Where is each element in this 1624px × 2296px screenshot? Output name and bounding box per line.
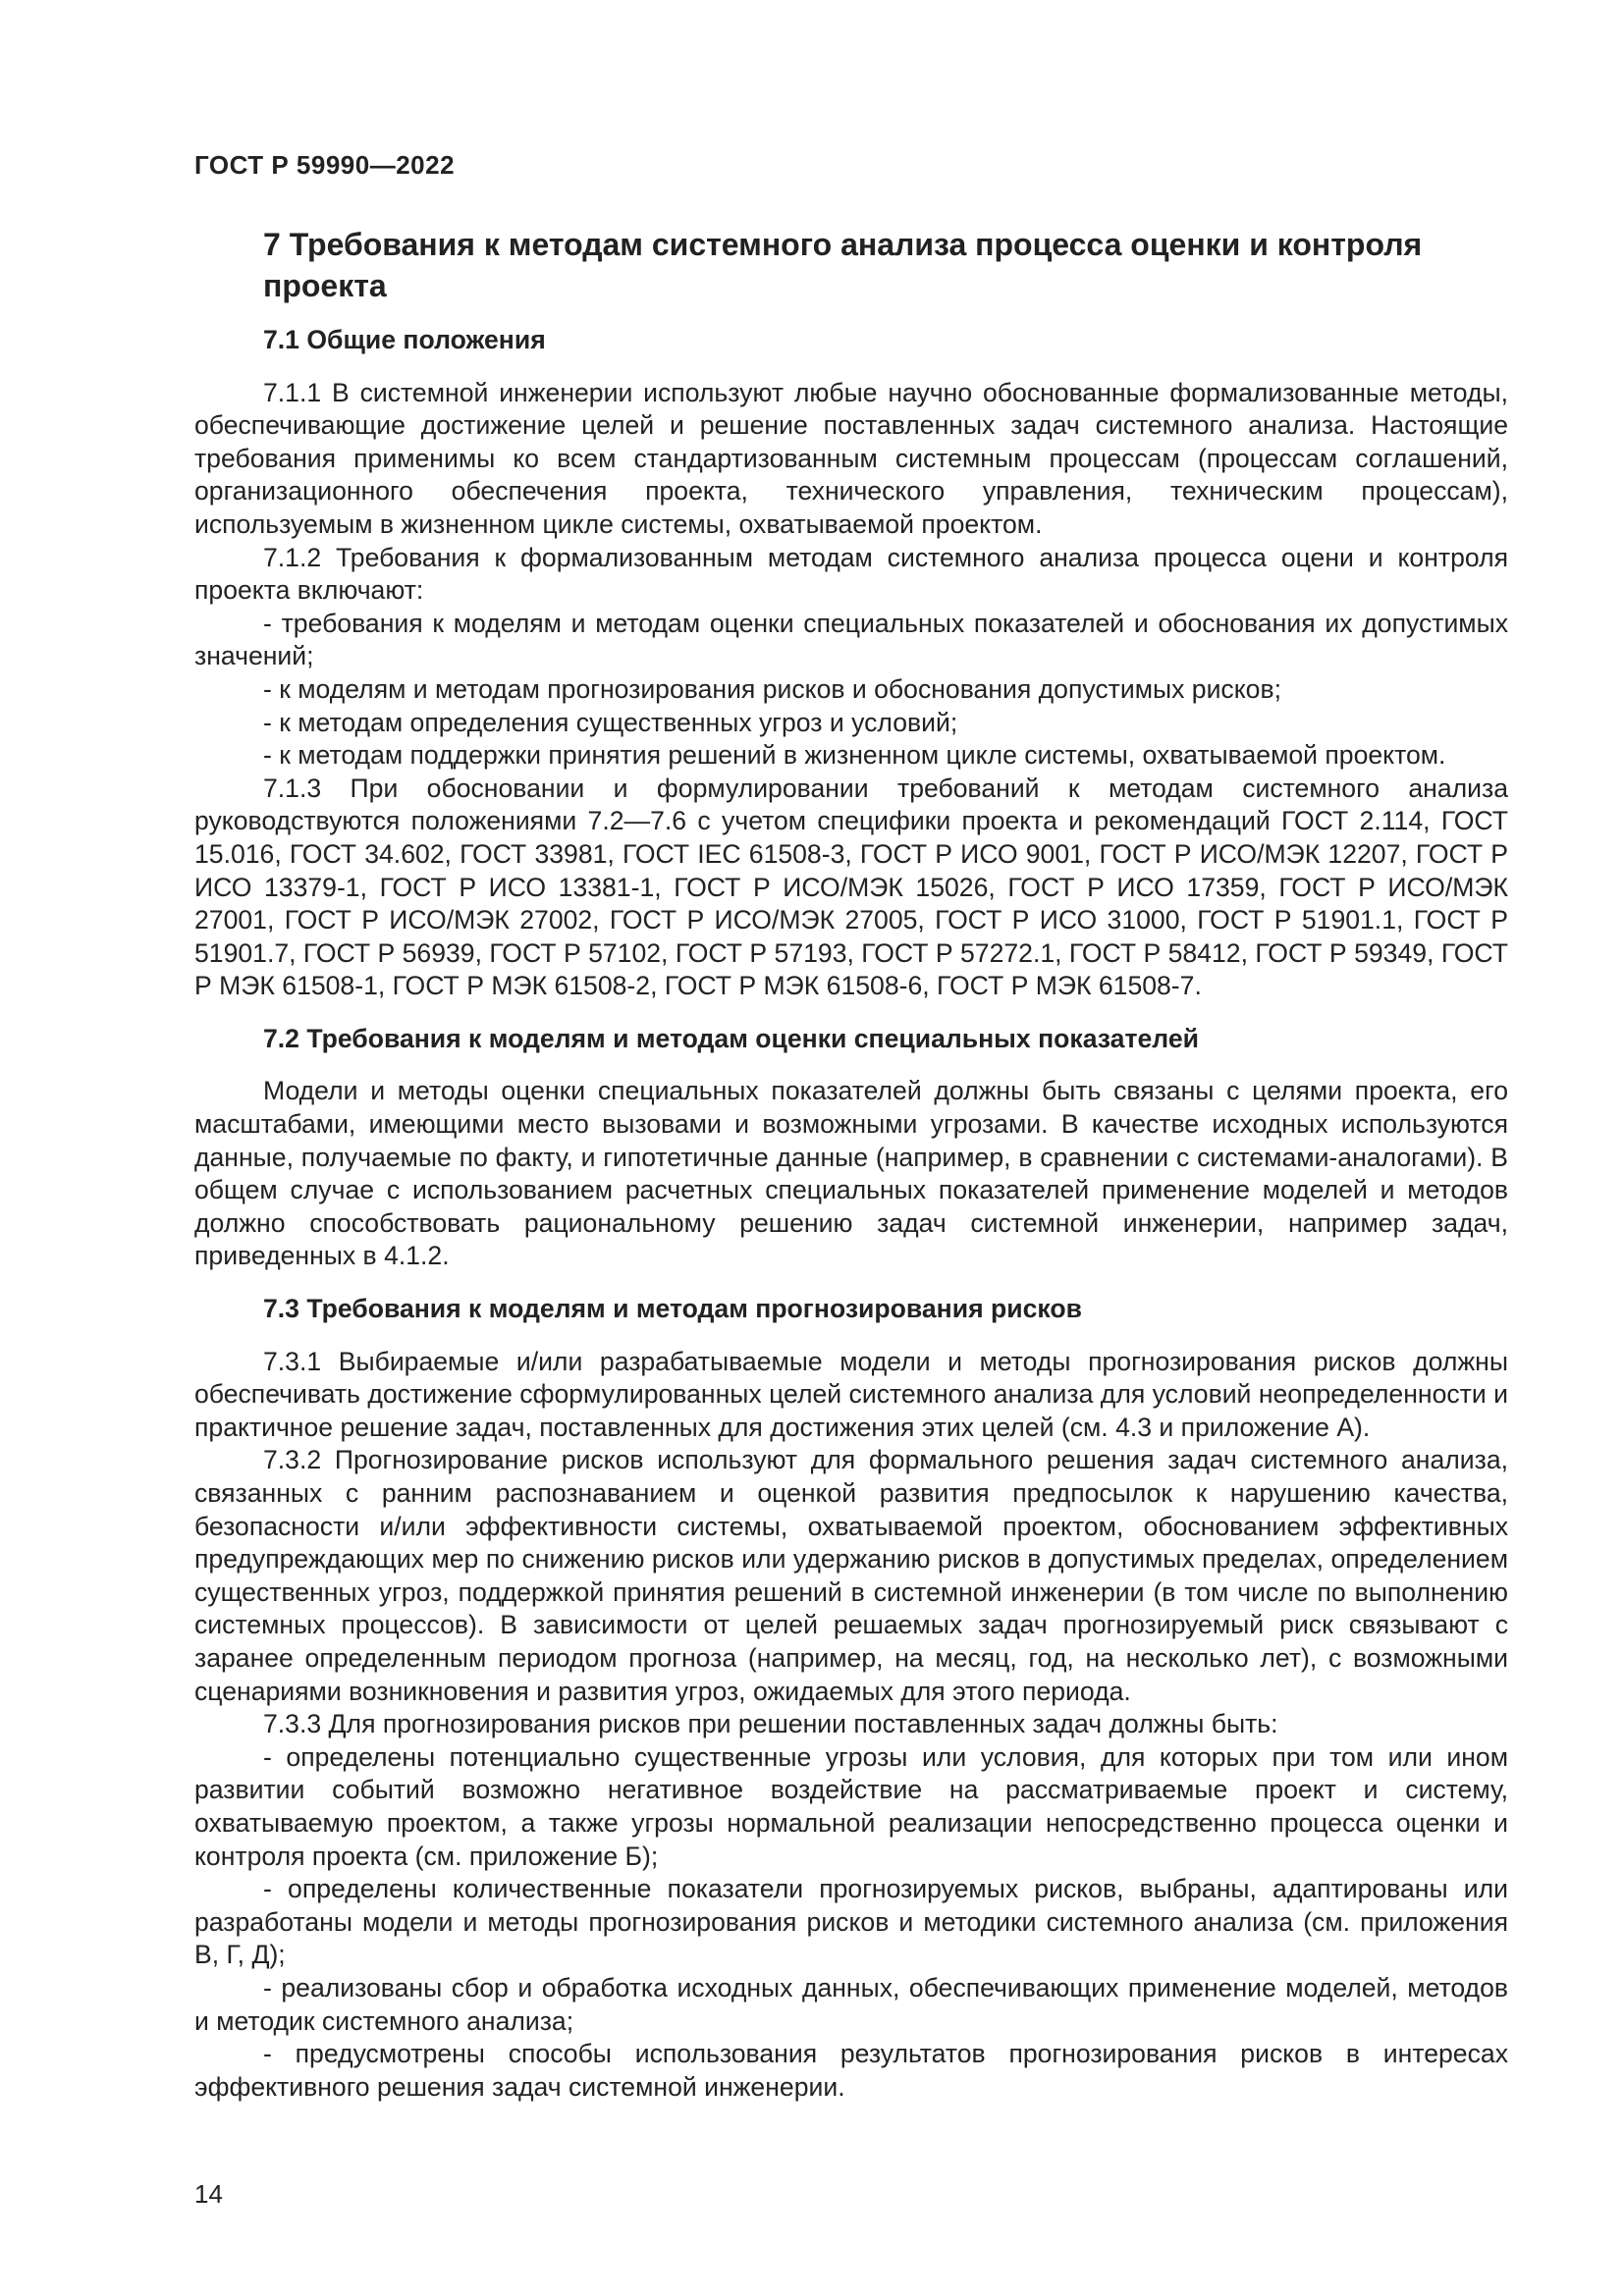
list-item: - реализованы сбор и обработка исходных данных, обеспечивающих применение моделей, методов и методик системного анализа;: [194, 1972, 1508, 2036]
paragraph-7-3-2: 7.3.2 Прогнозирование рисков используют для формального решения задач системного анализа, связанных с ранним распознаванием и оценкой развития предпосылок к нарушению качества, безопасности и/или эффективности системы, охватываемой проектом, обоснованием эффективных предупреждающих мер по снижению рисков или удержанию рисков в допустимых пределах, определением существенных угроз, поддержкой принятия решений в системной инженерии (в том числе по выполнению системных процессов). В зависимости от целей решаемых задач прогнозируемый риск связывают с заранее определенным периодом прогноза (например, на месяц, год, на несколько лет), с возможными сценариями возникновения и развития угроз, ожидаемых для этого периода.: [194, 1445, 1508, 1706]
list-item: - к моделям и методам прогнозирования рисков и обоснования допустимых рисков;: [263, 673, 1281, 704]
paragraph-7-2: Модели и методы оценки специальных показателей должны быть связаны с целями проекта, его масштабами, имеющими место вызовами и возможными угрозами. В качестве исходных используются данные, получаемые по факту, и гипотетичные данные (например, в сравнении с системами-аналогами). В общем случае с использованием расчетных специальных показателей применение моделей и методов должно способствовать рациональному решению задач системной инженерии, например задач, приведенных в 4.1.2.: [194, 1076, 1508, 1271]
document-body: [194, 324, 1508, 2104]
list-item: - предусмотрены способы использования результатов прогнозирования рисков в интересах эффективного решения задач системной инженерии.: [194, 2039, 1508, 2102]
list-item: - к методам определения существенных угроз и условий;: [263, 707, 958, 737]
paragraph-7-1-2: 7.1.2 Требования к формализованным методам системного анализа процесса оцени и контроля проекта включают:: [194, 542, 1508, 606]
list-item: - определены потенциально существенные угрозы или условия, для которых при том или ином развитии событий возможно негативное воздействие на рассматриваемые проект и систему, охватываемую проектом, а также угрозы нормальной реализации непосредственно процесса оценки и контроля проекта (см. приложение Б);: [194, 1741, 1508, 1871]
subsection-7-1-heading: 7.1 Общие положения: [263, 325, 546, 354]
subsection-7-2-heading: 7.2 Требования к моделям и методам оценки специальных показателей: [263, 1023, 1199, 1053]
page-number: 14: [194, 2179, 223, 2209]
list-item: - требования к моделям и методам оценки специальных показателей и обоснования их допустимых значений;: [194, 608, 1508, 671]
list-item: - к методам поддержки принятия решений в жизненном цикле системы, охватываемой проектом.: [263, 740, 1446, 771]
paragraph-7-3-3: 7.3.3 Для прогнозирования рисков при решении поставленных задач должны быть:: [263, 1709, 1278, 1739]
paragraph-7-3-1: 7.3.1 Выбираемые и/или разрабатываемые модели и методы прогнозирования рисков должны обеспечивать достижение сформулированных целей системного анализа для условий неопределенности и практичное решение задач, поставленных для достижения этих целей (см. 4.3 и приложение А).: [194, 1346, 1508, 1442]
list-item: - определены количественные показатели прогнозируемых рисков, выбраны, адаптированы или разработаны модели и методы прогнозирования рисков и методики системного анализа (см. приложения В, Г, Д);: [194, 1874, 1508, 1970]
section-7-title: 7 Требования к методам системного анализа процесса оценки и контроля проекта: [263, 227, 1423, 303]
paragraph-7-1-3: 7.1.3 При обосновании и формулировании требований к методам системного анализа руководствуются положениями 7.2—7.6 с учетом специфики проекта и рекомендаций ГОСТ 2.114, ГОСТ 15.016, ГОСТ 34.602, ГОСТ 33981, ГОСТ IEC 61508-3, ГОСТ Р ИСО 9001, ГОСТ Р ИСО/МЭК 12207, ГОСТ Р ИСО 13379-1, ГОСТ Р ИСО 13381-1, ГОСТ Р ИСО/МЭК 15026, ГОСТ Р ИСО 17359, ГОСТ Р ИСО/МЭК 27001, ГОСТ Р ИСО/МЭК 27002, ГОСТ Р ИСО/МЭК 27005, ГОСТ Р ИСО 31000, ГОСТ Р 51901.1, ГОСТ Р 51901.7, ГОСТ Р 56939, ГОСТ Р 57102, ГОСТ Р 57193, ГОСТ Р 57272.1, ГОСТ Р 58412, ГОСТ Р 59349, ГОСТ Р МЭК 61508-1, ГОСТ Р МЭК 61508-2, ГОСТ Р МЭК 61508-6, ГОСТ Р МЭК 61508-7.: [194, 773, 1508, 1001]
document-code-header: ГОСТ Р 59990—2022: [194, 150, 456, 180]
paragraph-7-1-1: 7.1.1 В системной инженерии используют любые научно обоснованные формализованные методы, обеспечивающие достижение целей и решение поставленных задач системного анализа. Настоящие требования применимы ко всем стандартизованным системным процессам (процессам соглашений, организационного обеспечения проекта, технического управления, техническим процессам), используемым в жизненном цикле системы, охватываемой проектом.: [194, 377, 1508, 539]
subsection-7-3-heading: 7.3 Требования к моделям и методам прогнозирования рисков: [263, 1294, 1082, 1324]
